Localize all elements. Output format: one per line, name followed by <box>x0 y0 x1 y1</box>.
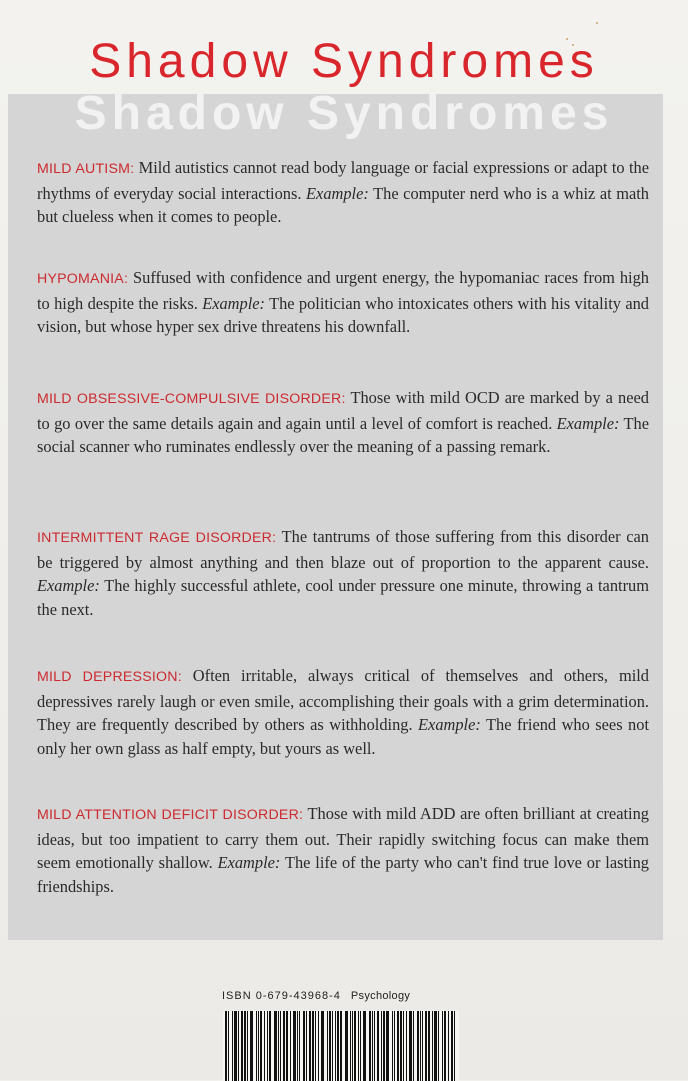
syndrome-entry-mild-autism <box>37 156 649 229</box>
syndrome-entry-hypomania <box>37 266 649 339</box>
barcode-bar <box>264 1011 265 1081</box>
barcode-bar <box>267 1011 268 1081</box>
barcode-bar <box>432 1011 433 1081</box>
barcode-bar <box>444 1011 446 1081</box>
barcode-bar <box>386 1011 389 1081</box>
barcode-bar <box>247 1011 248 1081</box>
barcode-bar <box>350 1011 351 1081</box>
barcode-bar <box>369 1011 371 1081</box>
barcode-bar <box>238 1011 239 1081</box>
barcode-bar <box>374 1011 375 1081</box>
barcode-bar <box>413 1011 414 1081</box>
barcode-bar <box>286 1011 288 1081</box>
syndrome-term: INTERMITTENT RAGE DISORDER: <box>37 530 277 546</box>
barcode-bar <box>337 1011 339 1081</box>
barcode-bar <box>383 1011 385 1081</box>
barcode-bar <box>406 1011 407 1081</box>
syndrome-term: MILD ATTENTION DEFICIT DISORDER: <box>37 807 304 823</box>
barcode-bar <box>280 1011 281 1081</box>
barcode-bar <box>345 1011 348 1081</box>
barcode-bar <box>358 1011 359 1081</box>
barcode-bar <box>309 1011 311 1081</box>
barcode-bar <box>335 1011 336 1081</box>
barcode-bar <box>394 1011 395 1081</box>
barcode-bar <box>258 1011 259 1081</box>
syndrome-description: Suffused with confidence and urgent energy, the hypomaniac races from high to high despite the risks. <box>37 268 649 313</box>
example-text: The life of the party who can't find true love or lasting friendships. <box>37 853 650 896</box>
syndrome-entry-mild-add <box>37 802 649 898</box>
example-text: The highly successful athlete, cool under pressure one minute, throwing a tantrum the next. <box>37 576 649 619</box>
barcode-bar <box>409 1011 412 1081</box>
example-label: Example: <box>556 413 620 433</box>
barcode-bar <box>315 1011 316 1081</box>
barcode-bar <box>400 1011 402 1081</box>
barcode-bar <box>278 1011 279 1081</box>
example-label: Example: <box>202 293 266 313</box>
barcode-bar <box>329 1011 331 1081</box>
barcode-bar <box>256 1011 257 1081</box>
barcode-bar <box>451 1011 453 1081</box>
barcode-bar <box>381 1011 382 1081</box>
example-text: The friend who sees not only her own glass as half empty, but yours as well. <box>37 715 649 758</box>
syndrome-description: Often irritable, always critical of themselves and others, mild depressives rarely laugh or even smile, accomplishing their goals with a grim determination. They are frequently described by others as withholding. <box>37 666 649 734</box>
barcode-bar <box>372 1011 373 1081</box>
barcode-bar <box>434 1011 437 1081</box>
barcode-bar <box>420 1011 421 1081</box>
example-label: Example: <box>217 853 281 872</box>
syndrome-entry-intermittent-rage <box>37 525 649 621</box>
barcode-bar <box>297 1011 298 1081</box>
syndrome-description: Mild autistics cannot read body language or facial expressions or adapt to the rhythms of everyday social interactions. <box>37 158 649 203</box>
barcode-bar <box>241 1011 243 1081</box>
barcode-bar <box>269 1011 271 1081</box>
barcode-graphic <box>223 1011 459 1081</box>
isbn-number: ISBN 0-679-43968-4 <box>222 990 341 1002</box>
barcode-bar <box>303 1011 305 1081</box>
barcode-bar <box>232 1011 233 1081</box>
barcode-bar <box>327 1011 328 1081</box>
barcode-bar <box>377 1011 379 1081</box>
syndrome-description: The tantrums of those suffering from this disorder can be triggered by almost anything and then blaze out of proportion to the apparent cause. <box>37 527 649 572</box>
syndrome-term: MILD DEPRESSION: <box>37 669 182 685</box>
syndrome-term: HYPOMANIA: <box>37 271 129 287</box>
example-label: Example: <box>306 183 369 203</box>
barcode-bar <box>312 1011 314 1081</box>
barcode-bar <box>244 1011 246 1081</box>
syndrome-term: MILD AUTISM: <box>37 161 135 177</box>
barcode-bar <box>332 1011 333 1081</box>
barcode-bar <box>228 1011 229 1081</box>
isbn-barcode-block <box>222 990 462 1002</box>
syndrome-description: Those with mild OCD are marked by a need to go over the same details again and again until a level of comfort is reached. <box>37 388 649 433</box>
syndrome-entry-mild-depression <box>37 664 649 760</box>
barcode-bar <box>306 1011 307 1081</box>
barcode-bar <box>290 1011 291 1081</box>
syndrome-entry-mild-ocd <box>37 386 649 459</box>
barcode-bar <box>363 1011 366 1081</box>
barcode-bar <box>225 1011 227 1081</box>
example-text: The computer nerd who is a whiz at math but clueless when it comes to people. <box>37 183 650 226</box>
barcode-bar <box>403 1011 404 1081</box>
example-label: Example: <box>418 715 481 734</box>
example-text: The politician who intoxicates others with his vitality and vision, but whose hyper sex drive threatens his downfall. <box>37 293 649 336</box>
syndrome-description: Those with mild ADD are often brilliant at creating ideas, but too impatient to carry them out. Their rapidly switching focus can make them seem emotionally shallow. <box>37 804 649 872</box>
barcode-bar <box>283 1011 285 1081</box>
barcode-bar <box>299 1011 300 1081</box>
barcode-bar <box>442 1011 443 1081</box>
barcode-bar <box>438 1011 439 1081</box>
title-reflection: Shadow Syndromes <box>74 87 614 140</box>
barcode-bar <box>321 1011 324 1081</box>
barcode-bar <box>260 1011 262 1081</box>
example-label: Example: <box>37 576 100 595</box>
paper-speck <box>596 22 598 24</box>
barcode-bar <box>360 1011 361 1081</box>
example-text: The social scanner who ruminates endlessly over the meaning of a passing remark. <box>37 413 649 456</box>
barcode-bar <box>354 1011 356 1081</box>
barcode-bar <box>454 1011 455 1081</box>
barcode-bar <box>428 1011 430 1081</box>
syndrome-term: MILD OBSESSIVE-COMPULSIVE DISORDER: <box>37 391 346 407</box>
barcode-bar <box>250 1011 253 1081</box>
barcode-bar <box>417 1011 419 1081</box>
isbn-line <box>222 990 462 1002</box>
barcode-bar <box>425 1011 427 1081</box>
barcode-bar <box>448 1011 449 1081</box>
barcode-bar <box>340 1011 342 1081</box>
barcode-bar <box>352 1011 353 1081</box>
barcode-bar <box>274 1011 277 1081</box>
barcode-bar <box>392 1011 393 1081</box>
barcode-bar <box>422 1011 423 1081</box>
barcode-bar <box>234 1011 237 1081</box>
barcode-bar <box>293 1011 296 1081</box>
barcode-bar <box>397 1011 399 1081</box>
cover-title: Shadow Syndromes <box>89 35 599 88</box>
barcode-bar <box>318 1011 319 1081</box>
subject-category: Psychology <box>350 990 411 1002</box>
